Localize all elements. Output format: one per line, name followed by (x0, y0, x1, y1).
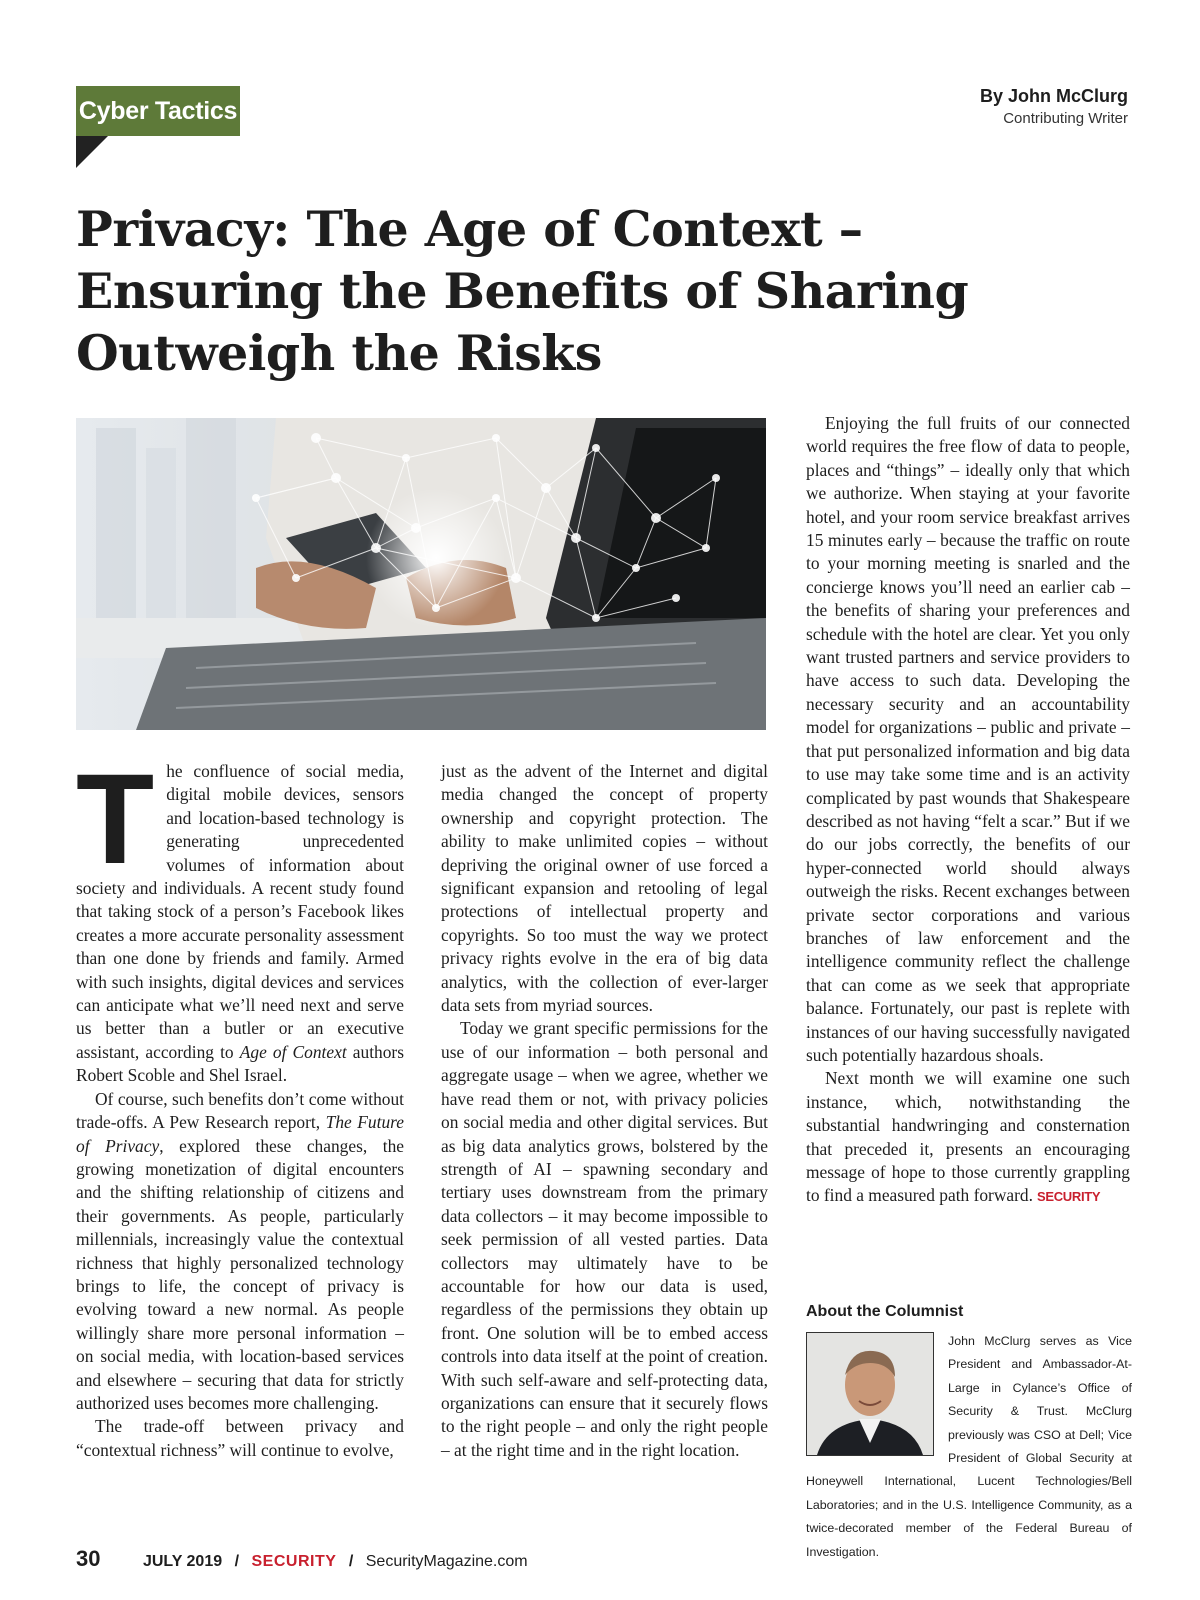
book-title: Age of Context (239, 1041, 347, 1062)
report-title: The Future of Privacy (76, 1112, 404, 1156)
article-paragraph: Enjoying the full fruits of our connected world requires the free flow of data to people, places and “things” – ideally only that which we authorize. When staying at your favorite hotel, and your room service breakfast arrives 15 minutes early – because the traffic on route to your morning meeting is snarled and the concierge knows you’ll need an earlier cab – the benefits of sharing your preferences and schedule with the hotel are clear. Yet you only want trusted partners and service providers to have access to such data. Developing the necessary security and an accountability model for organizations – public and private – that put personalized information and big data to use may take some time and is an activity complicated by past wounds that Shakespeare described as not having “felt a scar.” But if we do our jobs correctly, the benefits of our hyper-connected world should always outweigh the risks. Recent exchanges between private sector corporations and various branches of law enforcement and the intelligence community reflect the challenge that can come as we seek that appropriate balance. Fortunately, our past is replete with instances of our having successfully navigated such potentially hazardous shoals. (806, 413, 1130, 1065)
article-column-2 (441, 760, 768, 1462)
article-column-3 (806, 412, 1130, 1209)
article-paragraph (806, 1067, 1130, 1208)
columnist-photo (806, 1332, 934, 1456)
article-paragraph (76, 1088, 404, 1416)
headline-line-1: Privacy: The Age of Context – (76, 200, 863, 258)
headline-line-3: Outweigh the Risks (76, 324, 602, 382)
end-mark: SECURITY (1036, 1189, 1101, 1205)
article-paragraph: Today we grant specific permissions for the use of our information – both personal and aggregate usage – when we agree, whether we have read them or not, with privacy policies on social media and other digital services. But as big data analytics grows, bolstered by the strength of AI – spawning secondary and tertiary uses downstream from the primary data collectors – it may become impossible to seek permission of all vested parties. Data collectors may ultimately have to be accountable for how our data is used, regardless of the permissions they obtain up front. One solution will be to embed access controls into data itself at the point of creation. With such self-aware and self-protecting data, organizations can ensure that it securely flows to the right people – and only the right people – at the right time and in the right location. (441, 1018, 768, 1460)
byline-role: Contributing Writer (1003, 110, 1128, 127)
issue-date: JULY 2019 (142, 1553, 223, 1570)
paragraph-text: he confluence of social media, digital mobile devices, sensors and location-based technology is generating unprecedented volumes of information about society and individuals. A recent study found that taking stock of a person’s Facebook likes creates a more accurate personality assessment than one done by friends and family. Armed with such insights, digital devices and services can anticipate what we’ll need next and serve us better than a butler or an executive assistant, according to (76, 761, 404, 1062)
byline-author: By John McClurg (979, 86, 1128, 106)
hero-image (76, 418, 766, 730)
article-headline (76, 198, 976, 384)
columnist-bio: John McClurg serves as Vice President and Ambassador-At-Large in Cylance’s Office of Security & Trust. McClurg previously was CSO at Dell; Vice President of Global Security at Honeywell International, Lucent Technologies/Bell Laboratories; and in the U.S. Intelligence Community, as a twice-decorated member of the Federal Bureau of Investigation. (806, 1334, 1132, 1559)
paragraph-text: , explored these changes, the growing monetization of digital encounters and the shifting relationship of citizens and their governments. As people, particularly millennials, increasingly value the contextual richness that highly personalized technology brings to life, the concept of privacy is evolving toward a new normal. As people willingly share more personal information – on social media, with location-based services and elsewhere – securing that data for strictly authorized uses becomes more challenging. (76, 1135, 405, 1413)
paragraph-text: authors Robert Scoble and Shel Israel. (76, 1041, 404, 1086)
footer-separator: / (234, 1553, 240, 1570)
website-link[interactable]: SecurityMagazine.com (365, 1553, 528, 1570)
footer-separator: / (348, 1553, 354, 1570)
byline (980, 86, 1128, 127)
article-paragraph: The trade-off between privacy and “contextual richness” will continue to evolve, (76, 1416, 404, 1460)
article-paragraph: just as the advent of the Internet and digital media changed the concept of property ownership and copyright protection. The ability to make unlimited copies – without depriving the original owner of use forced a significant expansion and retooling of legal protections of intellectual property and copyrights. So too must the way we protect privacy rights evolve in the era of big data analytics, with the collection of ever-larger data sets from myriad sources. (441, 761, 768, 1016)
page-footer (76, 1546, 528, 1572)
about-columnist-title: About the Columnist (806, 1303, 964, 1320)
magazine-name: SECURITY (251, 1553, 337, 1570)
page-number: 30 (76, 1546, 101, 1571)
headline-line-2: Ensuring the Benefits of Sharing (76, 262, 969, 320)
columnist-portrait-illustration (807, 1333, 933, 1455)
paragraph-text: Next month we will examine one such instance, which, notwithstanding the substantial handwringing and consternation that preceded it, presents an encouraging message of hope to those currently grappling to find a measured path forward. (806, 1068, 1130, 1206)
section-tag: Cyber Tactics (76, 86, 240, 136)
about-columnist (806, 1330, 1132, 1564)
drop-cap: T (76, 748, 155, 891)
section-tag-arrow (76, 136, 108, 168)
article-column-1 (76, 748, 405, 1462)
paragraph-text: Of course, such benefits don’t come without trade-offs. A Pew Research report, (76, 1088, 404, 1133)
network-photo-illustration (76, 418, 766, 730)
article-paragraph (76, 748, 404, 1088)
